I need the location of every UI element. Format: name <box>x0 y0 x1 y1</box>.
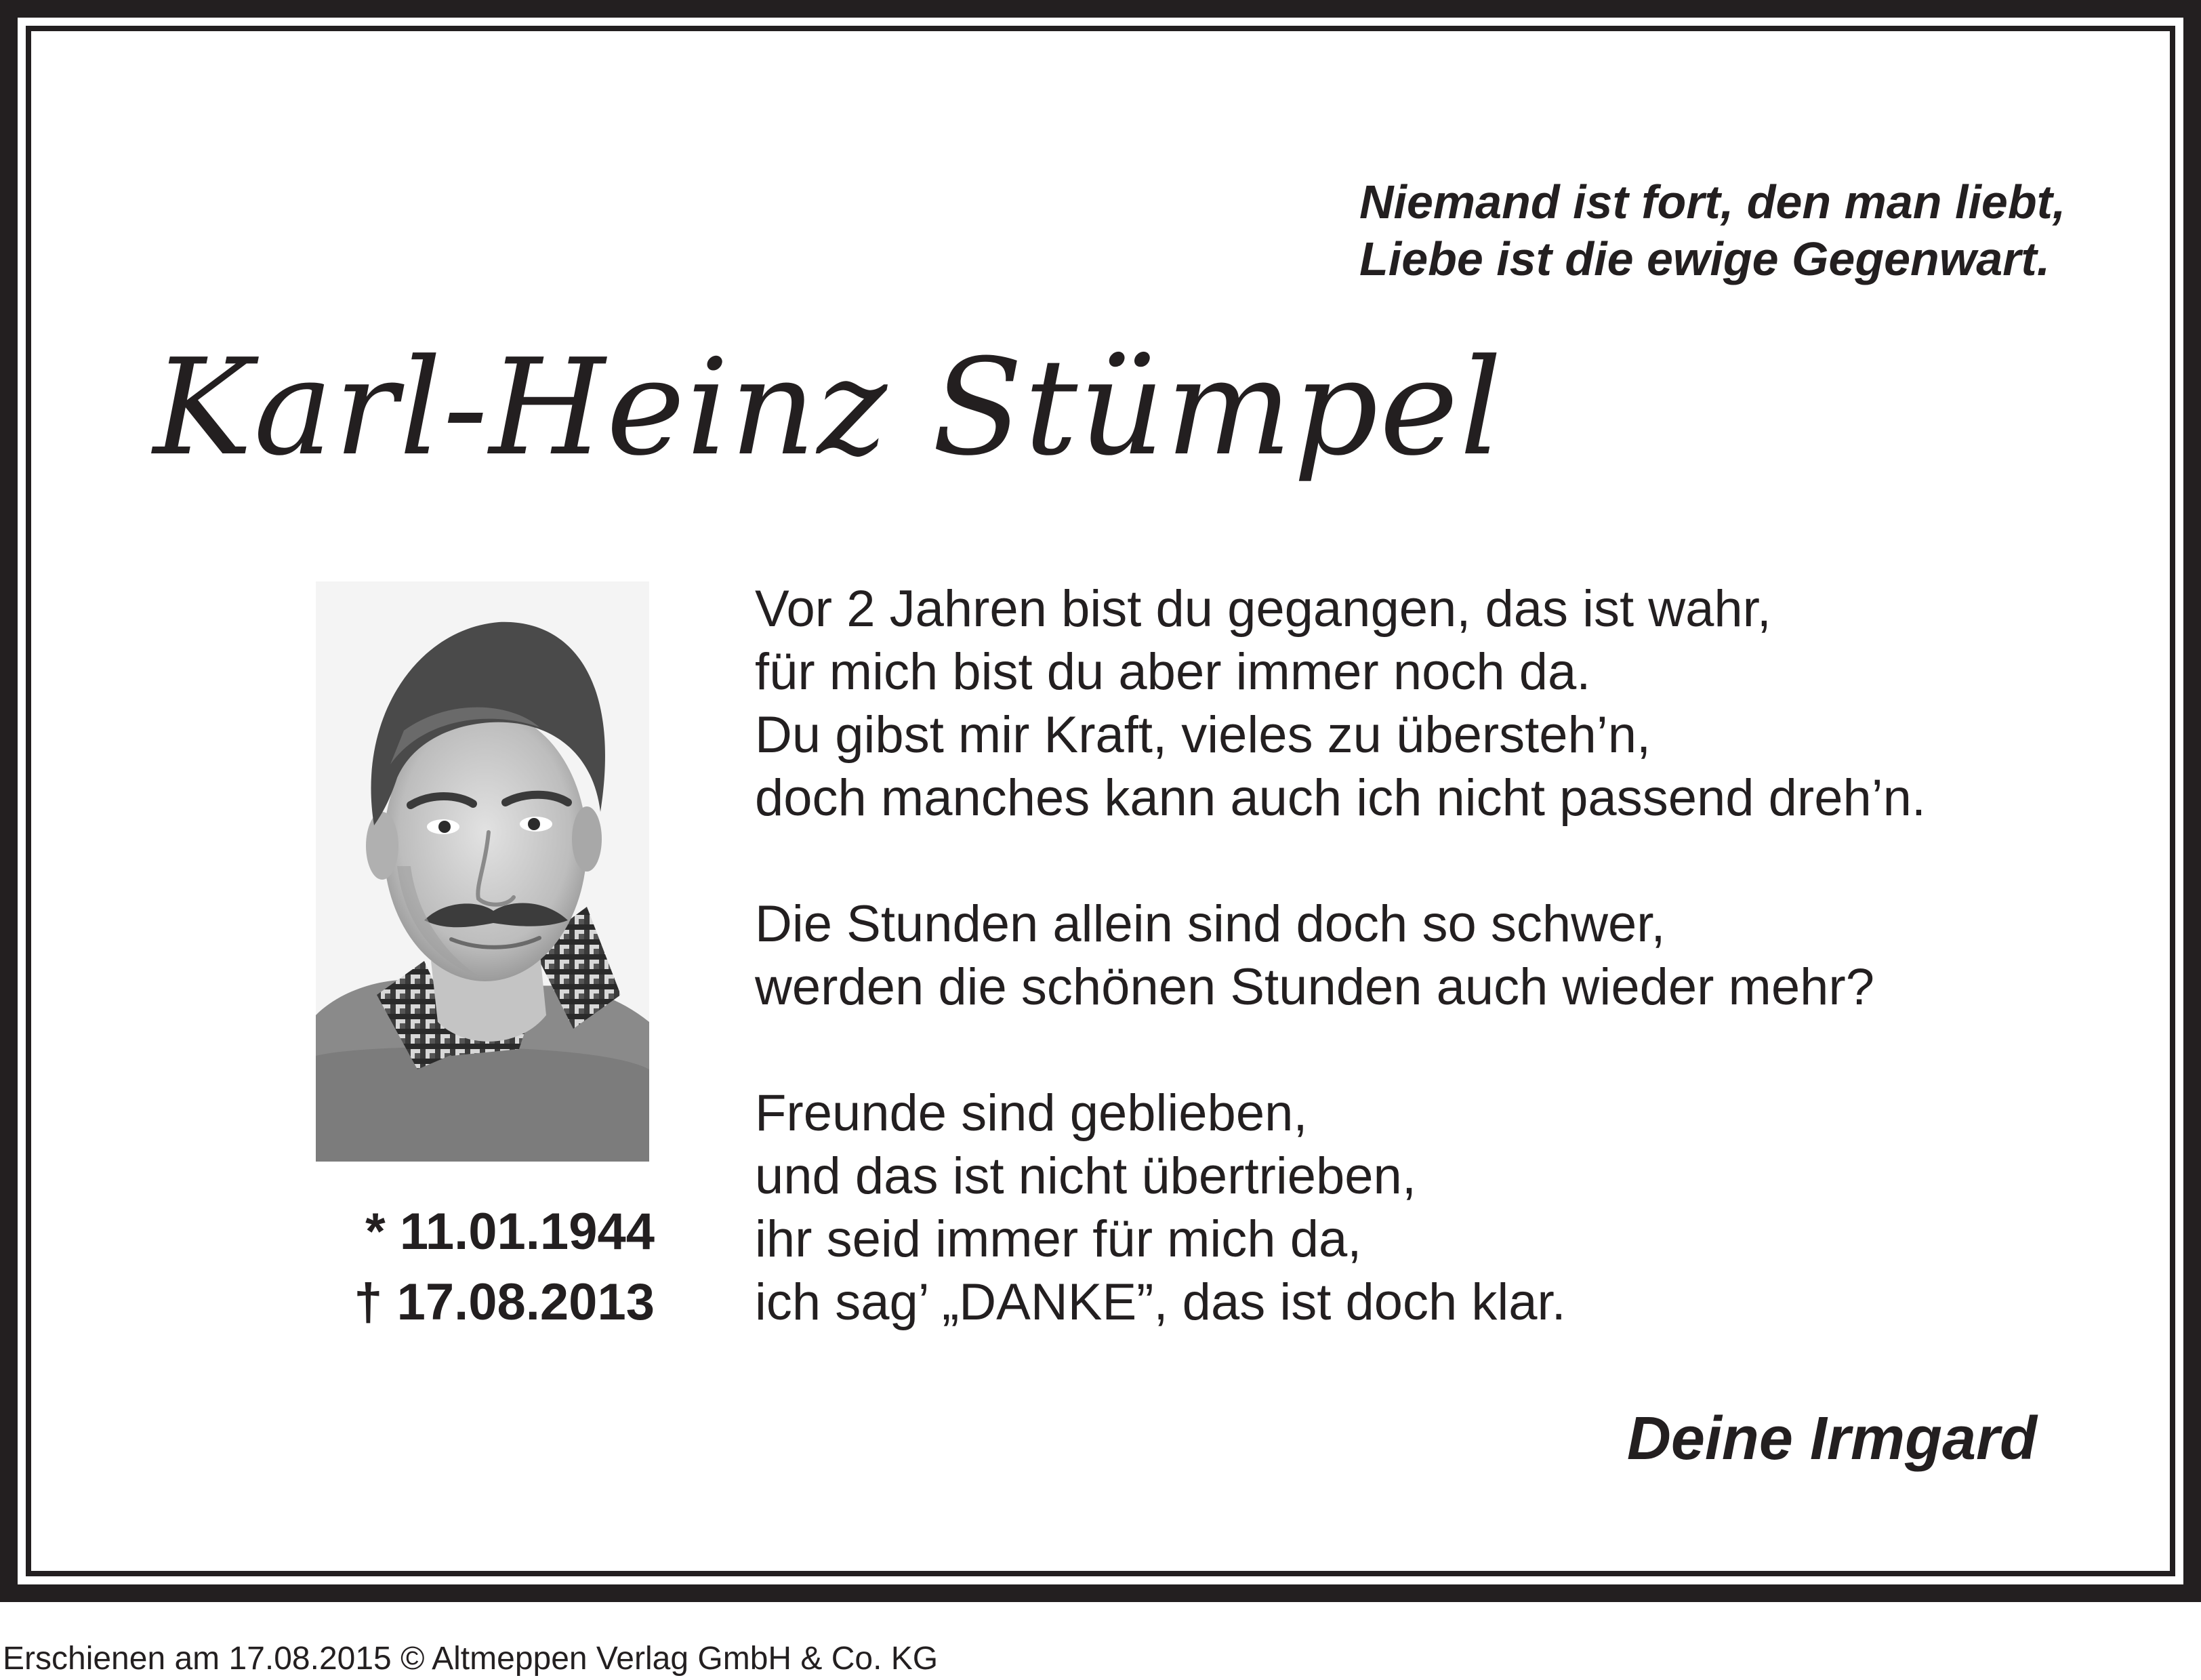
publication-credit: Erschienen am 17.08.2015 © Altmeppen Verlag GmbH & Co. KG <box>3 1641 939 1677</box>
poem-line: Vor 2 Jahren bist du gegangen, das ist wahr, <box>755 580 1771 638</box>
poem-line: doch manches kann auch ich nicht passend dreh’n. <box>755 769 1926 827</box>
deceased-name: Karl-Heinz Stümpel <box>153 331 1504 485</box>
signature: Deine Irmgard <box>1626 1405 2037 1473</box>
poem-line: werden die schönen Stunden auch wieder mehr? <box>755 958 1874 1016</box>
birth-date: * 11.01.1944 <box>365 1203 655 1261</box>
poem-stanza <box>755 1082 1926 1334</box>
memorial-poem <box>755 577 1926 1334</box>
life-dates <box>302 1197 655 1338</box>
poem-line: und das ist nicht übertrieben, <box>755 1147 1416 1205</box>
obituary-card <box>31 31 2170 1571</box>
death-date: † 17.08.2013 <box>354 1273 655 1331</box>
poem-line: für mich bist du aber immer noch da. <box>755 643 1591 701</box>
poem-line: ihr seid immer für mich da, <box>755 1210 1362 1268</box>
poem-line: Die Stunden allein sind doch so schwer, <box>755 895 1666 953</box>
portrait-photo <box>316 581 649 1162</box>
poem-line: Du gibst mir Kraft, vieles zu übersteh’n, <box>755 706 1651 764</box>
poem-stanza <box>755 893 1926 1019</box>
motto-line: Liebe ist die ewige Gegenwart. <box>1359 232 2051 285</box>
poem-line: ich sag’ „DANKE”, das ist doch klar. <box>755 1273 1566 1331</box>
poem-stanza <box>755 577 1926 829</box>
motto-quote <box>1359 173 2065 287</box>
motto-line: Niemand ist fort, den man liebt, <box>1359 176 2066 228</box>
poem-line: Freunde sind geblieben, <box>755 1084 1308 1142</box>
